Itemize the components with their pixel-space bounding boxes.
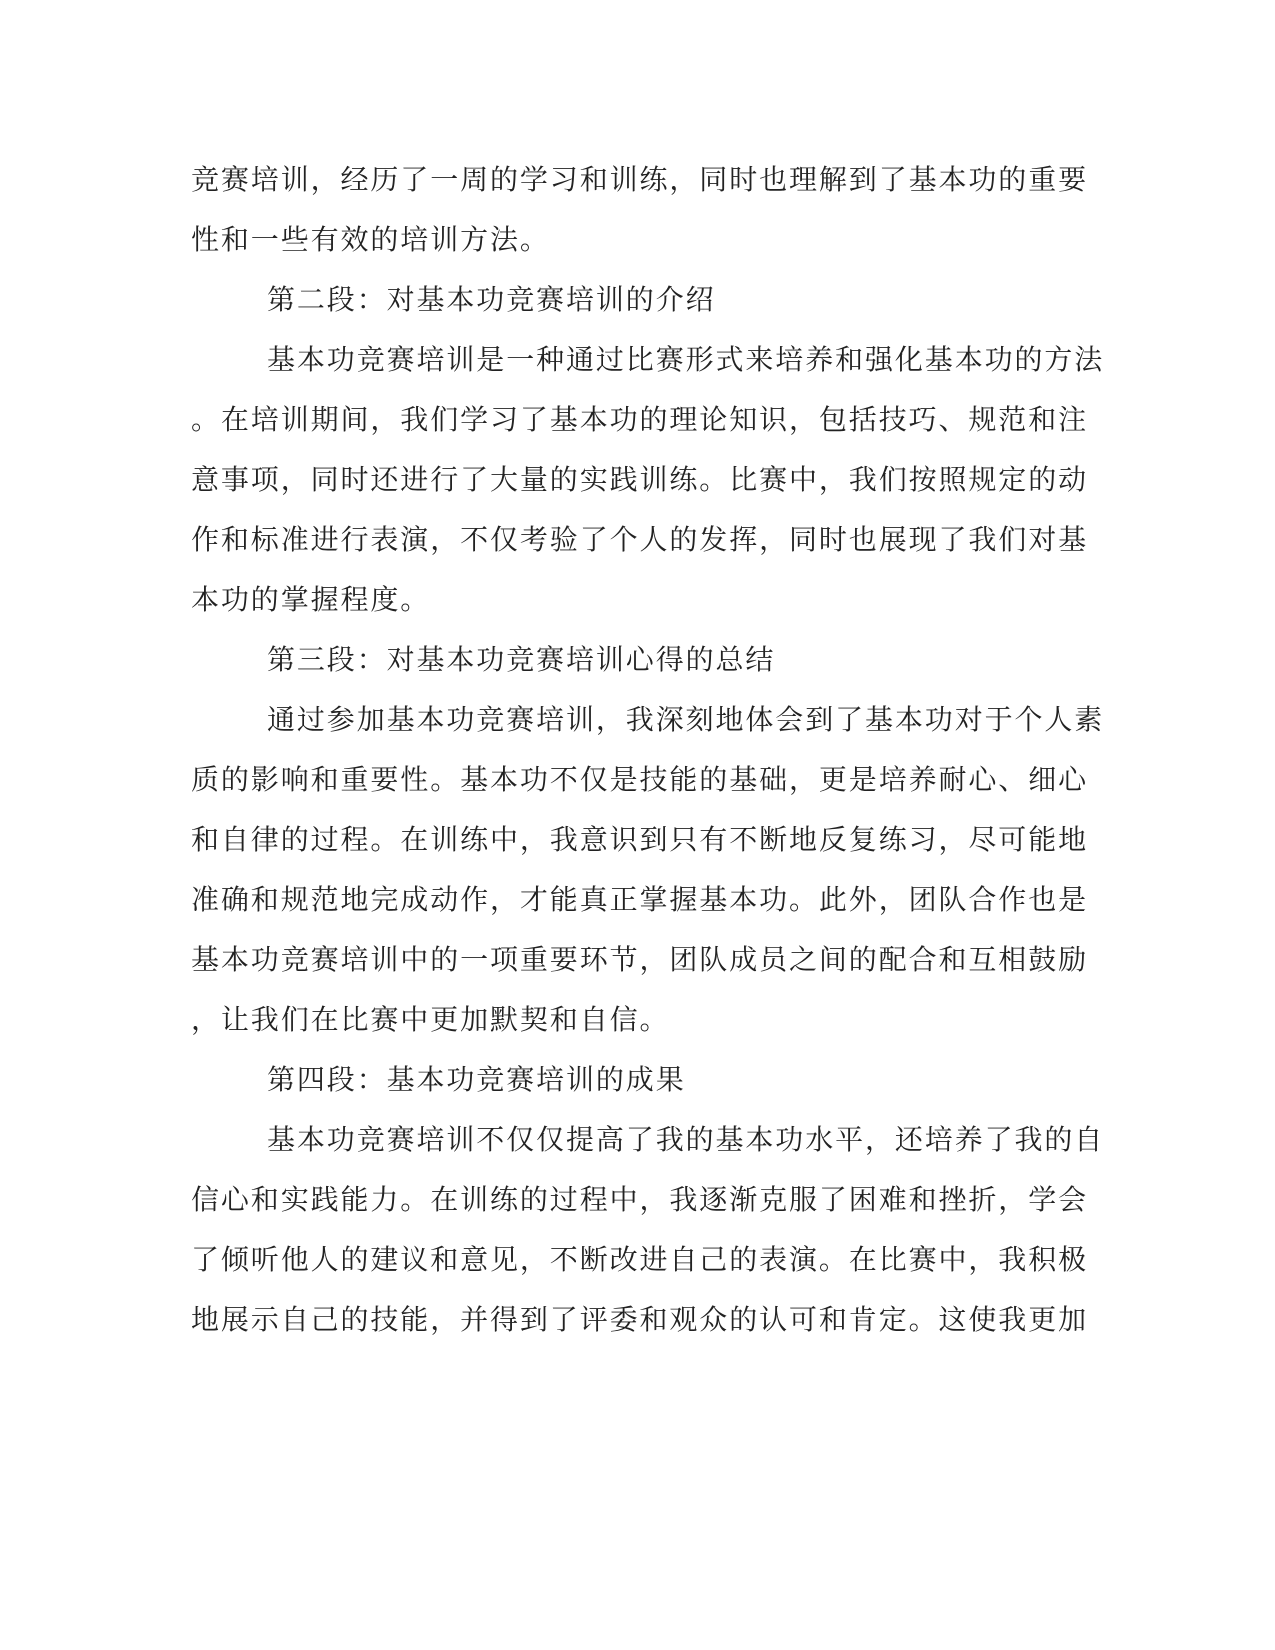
text-line: 了倾听他人的建议和意见，不断改进自己的表演。在比赛中，我积极 — [191, 1243, 1089, 1276]
text-line: 准确和规范地完成动作，才能真正掌握基本功。此外，团队合作也是 — [191, 883, 1089, 916]
text-line: ，让我们在比赛中更加默契和自信。 — [191, 1003, 670, 1036]
text-line: 本功的掌握程度。 — [191, 583, 431, 616]
text-line: 基本功竞赛培训中的一项重要环节，团队成员之间的配合和互相鼓励 — [191, 943, 1089, 976]
text-line: 性和一些有效的培训方法。 — [191, 223, 550, 256]
text-line: 作和标准进行表演，不仅考验了个人的发挥，同时也展现了我们对基 — [191, 523, 1089, 556]
text-line: 和自律的过程。在训练中，我意识到只有不断地反复练习，尽可能地 — [191, 823, 1089, 856]
section-heading: 第三段：对基本功竞赛培训心得的总结 — [267, 643, 776, 676]
text-line: 。在培训期间，我们学习了基本功的理论知识，包括技巧、规范和注 — [191, 403, 1089, 436]
text-line: 通过参加基本功竞赛培训，我深刻地体会到了基本功对于个人素 — [267, 703, 1105, 736]
text-line: 基本功竞赛培训是一种通过比赛形式来培养和强化基本功的方法 — [267, 343, 1105, 376]
text-line: 意事项，同时还进行了大量的实践训练。比赛中，我们按照规定的动 — [191, 463, 1089, 496]
text-line: 竞赛培训，经历了一周的学习和训练，同时也理解到了基本功的重要 — [191, 163, 1089, 196]
text-line: 基本功竞赛培训不仅仅提高了我的基本功水平，还培养了我的自 — [267, 1123, 1105, 1156]
section-heading: 第四段：基本功竞赛培训的成果 — [267, 1063, 686, 1096]
text-line: 地展示自己的技能，并得到了评委和观众的认可和肯定。这使我更加 — [191, 1303, 1089, 1336]
text-line: 信心和实践能力。在训练的过程中，我逐渐克服了困难和挫折，学会 — [191, 1183, 1089, 1216]
section-heading: 第二段：对基本功竞赛培训的介绍 — [267, 283, 716, 316]
text-line: 质的影响和重要性。基本功不仅是技能的基础，更是培养耐心、细心 — [191, 763, 1089, 796]
